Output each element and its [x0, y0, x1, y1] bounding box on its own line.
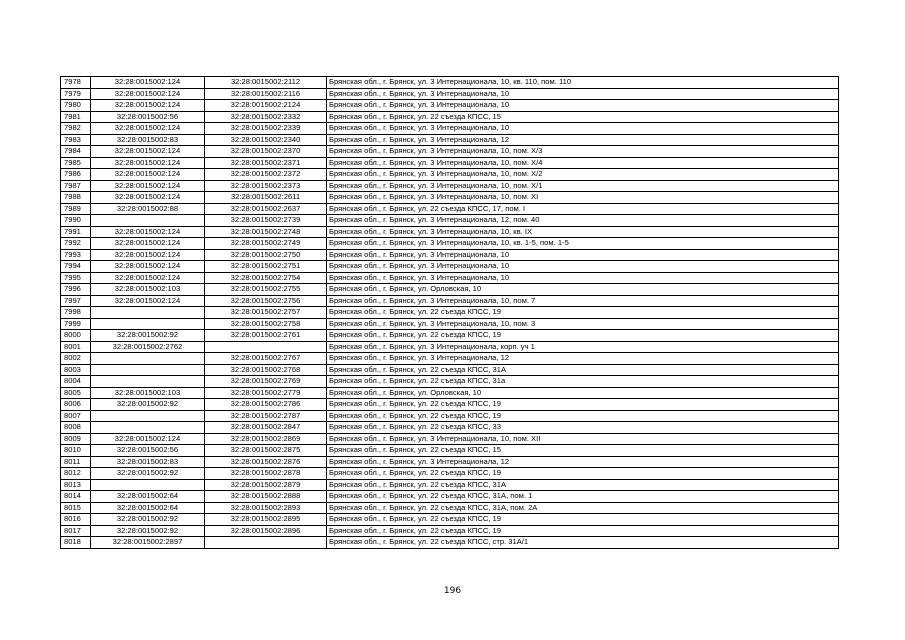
row-number-cell: 8018: [61, 537, 91, 549]
address-cell: Брянская обл., г. Брянск, ул. 22 съезда КПСС, 15: [327, 111, 839, 123]
cadastral-number-cell: 32:28:0015002:2893: [205, 502, 327, 514]
cadastral-number-cell: 32:28:0015002:2116: [205, 88, 327, 100]
table-row: [61, 410, 839, 422]
address-cell: Брянская обл., г. Брянск, ул. 22 съезда КПСС, 31а: [327, 376, 839, 388]
address-cell: Брянская обл., г. Брянск, ул. 22 съезда КПСС, 31А, пом. 2А: [327, 502, 839, 514]
parent-cadastral-number-cell: 32:28:0015002:88: [91, 203, 205, 215]
row-number-cell: 7987: [61, 180, 91, 192]
table-row: [61, 307, 839, 319]
parent-cadastral-number-cell: 32:28:0015002:124: [91, 295, 205, 307]
table-row: [61, 295, 839, 307]
address-cell: Брянская обл., г. Брянск, ул. 3 Интернационала, 10, пом. Х/4: [327, 157, 839, 169]
table-row: [61, 353, 839, 365]
address-cell: Брянская обл., г. Брянск, ул. 3 Интернационала, 10: [327, 88, 839, 100]
parent-cadastral-number-cell: 32:28:0015002:124: [91, 238, 205, 250]
parent-cadastral-number-cell: 32:28:0015002:56: [91, 445, 205, 457]
row-number-cell: 7996: [61, 284, 91, 296]
row-number-cell: 8001: [61, 341, 91, 353]
parent-cadastral-number-cell: 32:28:0015002:64: [91, 491, 205, 503]
cadastral-number-cell: 32:28:0015002:2750: [205, 249, 327, 261]
address-cell: Брянская обл., г. Брянск, ул. 3 Интернационала, 10, пом. Х/1: [327, 180, 839, 192]
cadastral-number-cell: 32:28:0015002:2340: [205, 134, 327, 146]
parent-cadastral-number-cell: 32:28:0015002:92: [91, 468, 205, 480]
cadastral-number-cell: 32:28:0015002:2779: [205, 387, 327, 399]
row-number-cell: 7990: [61, 215, 91, 227]
table-row: [61, 226, 839, 238]
table-row: [61, 364, 839, 376]
cadastral-number-cell: 32:28:0015002:2372: [205, 169, 327, 181]
address-cell: Брянская обл., г. Брянск, ул. 22 съезда КПСС, стр. 31А/1: [327, 537, 839, 549]
address-cell: Брянская обл., г. Брянск, ул. 3 Интернационала, 10, кв. IX: [327, 226, 839, 238]
parent-cadastral-number-cell: 32:28:0015002:92: [91, 514, 205, 526]
table-row: [61, 157, 839, 169]
cadastral-registry-table: [60, 76, 839, 549]
row-number-cell: 7981: [61, 111, 91, 123]
cadastral-number-cell: 32:28:0015002:2761: [205, 330, 327, 342]
table-row: [61, 399, 839, 411]
table-row: [61, 180, 839, 192]
address-cell: Брянская обл., г. Брянск, ул. 22 съезда КПСС, 19: [327, 307, 839, 319]
parent-cadastral-number-cell: 32:28:0015002:83: [91, 134, 205, 146]
parent-cadastral-number-cell: 32:28:0015002:124: [91, 261, 205, 273]
parent-cadastral-number-cell: 32:28:0015002:124: [91, 226, 205, 238]
parent-cadastral-number-cell: 32:28:0015002:124: [91, 433, 205, 445]
table-row: [61, 249, 839, 261]
cadastral-number-cell: 32:28:0015002:2895: [205, 514, 327, 526]
cadastral-number-cell: 32:28:0015002:2112: [205, 77, 327, 89]
registry-table-body: [61, 77, 839, 549]
table-row: [61, 318, 839, 330]
table-row: [61, 502, 839, 514]
parent-cadastral-number-cell: [91, 353, 205, 365]
table-row: [61, 134, 839, 146]
cadastral-number-cell: 32:28:0015002:2332: [205, 111, 327, 123]
table-row: [61, 272, 839, 284]
parent-cadastral-number-cell: [91, 376, 205, 388]
row-number-cell: 7994: [61, 261, 91, 273]
address-cell: Брянская обл., г. Брянск, ул. 3 Интернационала, 10, кв. 1-5, пом. 1-5: [327, 238, 839, 250]
row-number-cell: 8016: [61, 514, 91, 526]
parent-cadastral-number-cell: 32:28:0015002:83: [91, 456, 205, 468]
cadastral-number-cell: 32:28:0015002:2124: [205, 100, 327, 112]
address-cell: Брянская обл., г. Брянск, ул. 3 Интернационала, 10, пом. 3: [327, 318, 839, 330]
parent-cadastral-number-cell: [91, 422, 205, 434]
parent-cadastral-number-cell: 32:28:0015002:2897: [91, 537, 205, 549]
row-number-cell: 8014: [61, 491, 91, 503]
cadastral-number-cell: 32:28:0015002:2879: [205, 479, 327, 491]
row-number-cell: 8002: [61, 353, 91, 365]
table-row: [61, 537, 839, 549]
address-cell: Брянская обл., г. Брянск, ул. 3 Интернационала, 10: [327, 272, 839, 284]
parent-cadastral-number-cell: [91, 215, 205, 227]
cadastral-number-cell: 32:28:0015002:2768: [205, 364, 327, 376]
table-row: [61, 514, 839, 526]
address-cell: Брянская обл., г. Брянск, ул. 22 съезда КПСС, 31А: [327, 364, 839, 376]
parent-cadastral-number-cell: 32:28:0015002:103: [91, 387, 205, 399]
table-row: [61, 330, 839, 342]
parent-cadastral-number-cell: 32:28:0015002:92: [91, 399, 205, 411]
address-cell: Брянская обл., г. Брянск, ул. 3 Интернационала, 10, пом. XI: [327, 192, 839, 204]
row-number-cell: 7991: [61, 226, 91, 238]
table-row: [61, 169, 839, 181]
row-number-cell: 8012: [61, 468, 91, 480]
address-cell: Брянская обл., г. Брянск, ул. 22 съезда КПСС, 31А, пом. 1: [327, 491, 839, 503]
address-cell: Брянская обл., г. Брянск, ул. 22 съезда КПСС, 19: [327, 514, 839, 526]
parent-cadastral-number-cell: [91, 307, 205, 319]
table-row: [61, 341, 839, 353]
table-row: [61, 238, 839, 250]
parent-cadastral-number-cell: [91, 410, 205, 422]
address-cell: Брянская обл., г. Брянск, ул. 3 Интернационала, 10, кв. 110, пом. 110: [327, 77, 839, 89]
cadastral-number-cell: 32:28:0015002:2373: [205, 180, 327, 192]
address-cell: Брянская обл., г. Брянск, ул. 22 съезда КПСС, 31А: [327, 479, 839, 491]
cadastral-number-cell: 32:28:0015002:2748: [205, 226, 327, 238]
row-number-cell: 8010: [61, 445, 91, 457]
address-cell: Брянская обл., г. Брянск, ул. 3 Интернационала, 10, пом. Х/2: [327, 169, 839, 181]
cadastral-number-cell: 32:28:0015002:2847: [205, 422, 327, 434]
parent-cadastral-number-cell: 32:28:0015002:124: [91, 146, 205, 158]
table-row: [61, 422, 839, 434]
parent-cadastral-number-cell: 32:28:0015002:124: [91, 100, 205, 112]
row-number-cell: 8004: [61, 376, 91, 388]
table-row: [61, 123, 839, 135]
cadastral-number-cell: 32:28:0015002:2878: [205, 468, 327, 480]
table-row: [61, 456, 839, 468]
row-number-cell: 7984: [61, 146, 91, 158]
parent-cadastral-number-cell: 32:28:0015002:124: [91, 77, 205, 89]
address-cell: Брянская обл., г. Брянск, ул. 3 Интернационала, 10, пом. XII: [327, 433, 839, 445]
address-cell: Брянская обл., г. Брянск, ул. 3 Интернационала, 10: [327, 123, 839, 135]
parent-cadastral-number-cell: 32:28:0015002:64: [91, 502, 205, 514]
cadastral-number-cell: 32:28:0015002:2755: [205, 284, 327, 296]
cadastral-number-cell: 32:28:0015002:2888: [205, 491, 327, 503]
row-number-cell: 7979: [61, 88, 91, 100]
cadastral-number-cell: 32:28:0015002:2637: [205, 203, 327, 215]
cadastral-number-cell: 32:28:0015002:2767: [205, 353, 327, 365]
row-number-cell: 8005: [61, 387, 91, 399]
parent-cadastral-number-cell: 32:28:0015002:103: [91, 284, 205, 296]
table-row: [61, 479, 839, 491]
address-cell: Брянская обл., г. Брянск, ул. 22 съезда КПСС, 19: [327, 468, 839, 480]
cadastral-number-cell: 32:28:0015002:2370: [205, 146, 327, 158]
address-cell: Брянская обл., г. Брянск, ул. 22 съезда КПСС, 17, пом. I: [327, 203, 839, 215]
cadastral-number-cell: 32:28:0015002:2756: [205, 295, 327, 307]
address-cell: Брянская обл., г. Брянск, ул. 3 Интернационала, 10: [327, 261, 839, 273]
parent-cadastral-number-cell: [91, 479, 205, 491]
cadastral-number-cell: 32:28:0015002:2751: [205, 261, 327, 273]
address-cell: Брянская обл., г. Брянск, ул. 3 Интернационала, 12, пом. 40: [327, 215, 839, 227]
cadastral-number-cell: 32:28:0015002:2754: [205, 272, 327, 284]
cadastral-number-cell: 32:28:0015002:2875: [205, 445, 327, 457]
address-cell: Брянская обл., г. Брянск, ул. 22 съезда КПСС, 19: [327, 330, 839, 342]
cadastral-number-cell: 32:28:0015002:2739: [205, 215, 327, 227]
row-number-cell: 7982: [61, 123, 91, 135]
parent-cadastral-number-cell: 32:28:0015002:2762: [91, 341, 205, 353]
cadastral-number-cell: 32:28:0015002:2769: [205, 376, 327, 388]
parent-cadastral-number-cell: 32:28:0015002:124: [91, 157, 205, 169]
row-number-cell: 7980: [61, 100, 91, 112]
cadastral-number-cell: [205, 537, 327, 549]
cadastral-number-cell: 32:28:0015002:2371: [205, 157, 327, 169]
table-row: [61, 192, 839, 204]
address-cell: Брянская обл., г. Брянск, ул. 3 Интернационала, 12: [327, 134, 839, 146]
row-number-cell: 7995: [61, 272, 91, 284]
row-number-cell: 7988: [61, 192, 91, 204]
parent-cadastral-number-cell: 32:28:0015002:124: [91, 88, 205, 100]
cadastral-number-cell: 32:28:0015002:2876: [205, 456, 327, 468]
row-number-cell: 8008: [61, 422, 91, 434]
address-cell: Брянская обл., г. Брянск, ул. 3 Интернационала, 10, пом. 7: [327, 295, 839, 307]
cadastral-number-cell: [205, 341, 327, 353]
parent-cadastral-number-cell: 32:28:0015002:124: [91, 272, 205, 284]
parent-cadastral-number-cell: [91, 318, 205, 330]
table-row: [61, 88, 839, 100]
cadastral-number-cell: 32:28:0015002:2787: [205, 410, 327, 422]
cadastral-number-cell: 32:28:0015002:2896: [205, 525, 327, 537]
row-number-cell: 7998: [61, 307, 91, 319]
address-cell: Брянская обл., г. Брянск, ул. 3 Интернационала, 12: [327, 456, 839, 468]
cadastral-number-cell: 32:28:0015002:2749: [205, 238, 327, 250]
row-number-cell: 8003: [61, 364, 91, 376]
address-cell: Брянская обл., г. Брянск, ул. Орловская, 10: [327, 284, 839, 296]
row-number-cell: 8006: [61, 399, 91, 411]
row-number-cell: 7992: [61, 238, 91, 250]
row-number-cell: 7989: [61, 203, 91, 215]
address-cell: Брянская обл., г. Брянск, ул. 22 съезда КПСС, 33: [327, 422, 839, 434]
cadastral-number-cell: 32:28:0015002:2339: [205, 123, 327, 135]
table-row: [61, 215, 839, 227]
row-number-cell: 8015: [61, 502, 91, 514]
table-row: [61, 445, 839, 457]
address-cell: Брянская обл., г. Брянск, ул. 3 Интернационала, 10, пом. Х/3: [327, 146, 839, 158]
table-row: [61, 203, 839, 215]
row-number-cell: 8011: [61, 456, 91, 468]
row-number-cell: 8009: [61, 433, 91, 445]
parent-cadastral-number-cell: 32:28:0015002:124: [91, 169, 205, 181]
table-row: [61, 525, 839, 537]
page-number: 196: [443, 586, 462, 596]
cadastral-number-cell: 32:28:0015002:2758: [205, 318, 327, 330]
row-number-cell: 8013: [61, 479, 91, 491]
table-row: [61, 261, 839, 273]
table-row: [61, 387, 839, 399]
cadastral-number-cell: 32:28:0015002:2869: [205, 433, 327, 445]
table-row: [61, 111, 839, 123]
table-row: [61, 100, 839, 112]
parent-cadastral-number-cell: 32:28:0015002:124: [91, 123, 205, 135]
address-cell: Брянская обл., г. Брянск, ул. 22 съезда КПСС, 19: [327, 399, 839, 411]
address-cell: Брянская обл., г. Брянск, ул. 22 съезда КПСС, 19: [327, 410, 839, 422]
parent-cadastral-number-cell: [91, 364, 205, 376]
parent-cadastral-number-cell: 32:28:0015002:56: [91, 111, 205, 123]
table-row: [61, 146, 839, 158]
address-cell: Брянская обл., г. Брянск, ул. 3 Интернационала, 12: [327, 353, 839, 365]
row-number-cell: 7985: [61, 157, 91, 169]
row-number-cell: 7986: [61, 169, 91, 181]
table-row: [61, 468, 839, 480]
parent-cadastral-number-cell: 32:28:0015002:124: [91, 192, 205, 204]
cadastral-number-cell: 32:28:0015002:2757: [205, 307, 327, 319]
row-number-cell: 7997: [61, 295, 91, 307]
address-cell: Брянская обл., г. Брянск, ул. 3 Интернационала, корп. уч 1: [327, 341, 839, 353]
table-row: [61, 284, 839, 296]
parent-cadastral-number-cell: 32:28:0015002:124: [91, 180, 205, 192]
row-number-cell: 8007: [61, 410, 91, 422]
row-number-cell: 7983: [61, 134, 91, 146]
table-row: [61, 433, 839, 445]
table-row: [61, 376, 839, 388]
table-row: [61, 491, 839, 503]
address-cell: Брянская обл., г. Брянск, ул. Орловская, 10: [327, 387, 839, 399]
address-cell: Брянская обл., г. Брянск, ул. 22 съезда КПСС, 19: [327, 525, 839, 537]
row-number-cell: 7978: [61, 77, 91, 89]
row-number-cell: 8017: [61, 525, 91, 537]
row-number-cell: 8000: [61, 330, 91, 342]
address-cell: Брянская обл., г. Брянск, ул. 3 Интернационала, 10: [327, 249, 839, 261]
address-cell: Брянская обл., г. Брянск, ул. 3 Интернационала, 10: [327, 100, 839, 112]
parent-cadastral-number-cell: 32:28:0015002:92: [91, 525, 205, 537]
table-row: [61, 77, 839, 89]
parent-cadastral-number-cell: 32:28:0015002:124: [91, 249, 205, 261]
row-number-cell: 7999: [61, 318, 91, 330]
cadastral-number-cell: 32:28:0015002:2611: [205, 192, 327, 204]
cadastral-number-cell: 32:28:0015002:2786: [205, 399, 327, 411]
parent-cadastral-number-cell: 32:28:0015002:92: [91, 330, 205, 342]
row-number-cell: 7993: [61, 249, 91, 261]
address-cell: Брянская обл., г. Брянск, ул. 22 съезда КПСС, 15: [327, 445, 839, 457]
